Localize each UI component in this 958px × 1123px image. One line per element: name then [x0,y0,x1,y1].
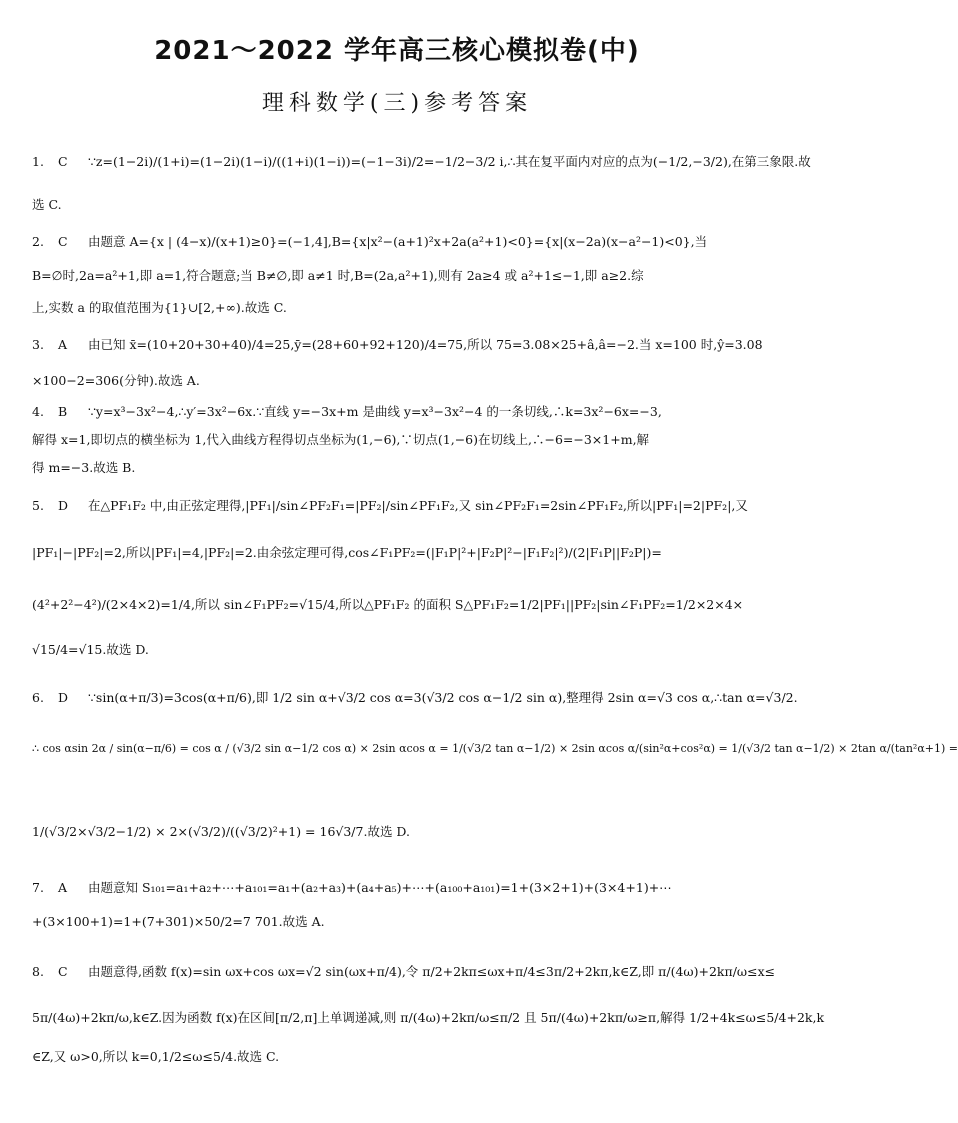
answer-choice: D [58,690,69,705]
answer-5-line-3: (4²+2²−4²)/(2×4×2)=1/4,所以 sin∠F₁PF₂=√15/4,所以△PF₁F₂ 的面积 S△PF₁F₂=1/2|PF₁||PF₂|sin∠F₁PF₂=1/2×2×4× [32,597,744,612]
answer-5-line-1: 5. D 在△PF₁F₂ 中,由正弦定理得,|PF₁|/sin∠PF₂F₁=|PF₂|/sin∠PF₁F₂,又 sin∠PF₂F₁=2sin∠PF₁F₂,所以|PF₁|=2|PF₂|,又 [32,498,748,513]
answer-2-line-1: 2. C 由题意 A={x | (4−x)/(x+1)≥0}=(−1,4],B={x|x²−(a+1)²x+2a(a²+1)<0}={x|(x−2a)(x−a²−1)<0},当 [32,234,708,249]
answer-6-line-1: 6. D ∵sin(α+π/3)=3cos(α+π/6),即 1/2 sin α+√3/2 cos α=3(√3/2 cos α−1/2 sin α),整理得 2sin α=√3 cos α,∴tan α=√3/2. [32,690,798,705]
answer-4-line-1: 4. B ∵y=x³−3x²−4,∴y′=3x²−6x.∵直线 y=−3x+m 是曲线 y=x³−3x²−4 的一条切线,∴k=3x²−6x=−3, [32,404,662,419]
answer-5-line-4: √15/4=√15.故选 D. [32,642,149,657]
answer-6-line-3: 1/(√3/2×√3/2−1/2) × 2×(√3/2)/((√3/2)²+1) = 16√3/7.故选 D. [32,824,410,839]
answer-number: 3. [32,337,44,352]
answer-number: 8. [32,964,44,979]
answer-4-line-3: 得 m=−3.故选 B. [32,460,136,475]
answer-2-line-3: 上,实数 a 的取值范围为{1}∪[2,+∞).故选 C. [32,300,287,315]
answer-choice: C [58,964,68,979]
answer-5-line-2: |PF₁|−|PF₂|=2,所以|PF₁|=4,|PF₂|=2.由余弦定理可得,cos∠F₁PF₂=(|F₁P|²+|F₂P|²−|F₁F₂|²)/(2|F₁P||F₂P|)= [32,545,662,560]
answer-7-line-2: +(3×100+1)=1+(7+301)×50/2=7 701.故选 A. [32,914,325,929]
answer-number: 4. [32,404,44,419]
answer-8-line-1: 8. C 由题意得,函数 f(x)=sin ωx+cos ωx=√2 sin(ωx+π/4),令 π/2+2kπ≤ωx+π/4≤3π/2+2kπ,k∈Z,即 π/(4ω)+2kπ/ω≤x≤ [32,964,776,979]
answer-choice: A [58,880,68,895]
answer-number: 7. [32,880,44,895]
answer-2-line-2: B=∅时,2a=a²+1,即 a=1,符合题意;当 B≠∅,即 a≠1 时,B=(2a,a²+1),则有 2a≥4 或 a²+1≤−1,即 a≥2.综 [32,268,644,283]
page-subtitle: 理科数学(三)参考答案 [261,91,533,116]
answer-3-line-2: ×100−2=306(分钟).故选 A. [32,373,200,388]
answer-number: 2. [32,234,44,249]
answer-choice: D [58,498,69,513]
answer-number: 5. [32,498,44,513]
answer-choice: B [58,404,68,419]
answer-6-line-2: ∴ cos αsin 2α / sin(α−π/6) = cos α / (√3/2 sin α−1/2 cos α) × 2sin αcos α = 1/(√3/2 tan α−1/2) × 2sin αcos α/(sin²α+cos²α) = 1/(√3/2 tan α−1/2) × 2tan α/(tan²α+1) = [32,742,958,755]
answer-8-line-2: 5π/(4ω)+2kπ/ω,k∈Z.因为函数 f(x)在区间[π/2,π]上单调递减,则 π/(4ω)+2kπ/ω≤π/2 且 5π/(4ω)+2kπ/ω≥π,解得 1/2+4k≤ω≤5/4+2k,k [32,1010,825,1025]
answer-number: 6. [32,690,44,705]
answer-choice: C [58,234,68,249]
answer-8-line-3: ∈Z,又 ω>0,所以 k=0,1/2≤ω≤5/4.故选 C. [32,1049,280,1064]
answer-3-line-1: 3. A 由已知 x̄=(10+20+30+40)/4=25,ȳ=(28+60+92+120)/4=75,所以 75=3.08×25+â,â=−2.当 x=100 时,ŷ=3.08 [32,337,763,352]
answer-number: 1. [32,154,44,169]
page-title: 2021～2022 学年高三核心模拟卷(中) [154,36,640,66]
answer-choice: A [58,337,68,352]
answer-4-line-2: 解得 x=1,即切点的横坐标为 1,代入曲线方程得切点坐标为(1,−6),∵切点(1,−6)在切线上,∴−6=−3×1+m,解 [32,432,650,447]
answer-1-line-2: 选 C. [32,197,62,212]
answer-7-line-1: 7. A 由题意知 S₁₀₁=a₁+a₂+⋯+a₁₀₁=a₁+(a₂+a₃)+(a₄+a₅)+⋯+(a₁₀₀+a₁₀₁)=1+(3×2+1)+(3×4+1)+⋯ [32,880,672,895]
answer-choice: C [58,154,68,169]
answer-1-line-1: 1. C ∵z=(1−2i)/(1+i)=(1−2i)(1−i)/((1+i)(1−i))=(−1−3i)/2=−1/2−3/2 i,∴其在复平面内对应的点为(−1/2,−3/2),在第三象限.故 [32,154,811,169]
